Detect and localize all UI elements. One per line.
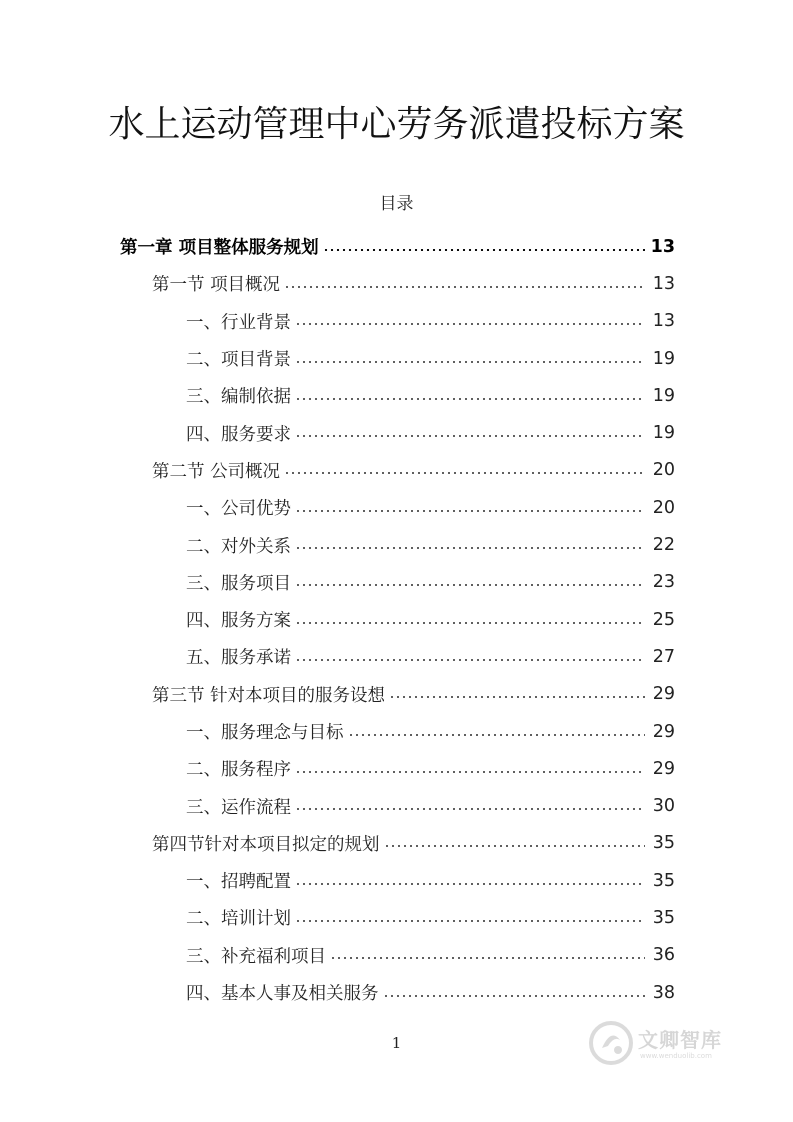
toc-entry[interactable] [0, 228, 793, 265]
toc-entry-page: 36 [652, 945, 675, 966]
toc-entry[interactable] [0, 676, 793, 713]
toc-entry-label: 三、编制依据 [186, 387, 291, 408]
toc-entry[interactable] [0, 414, 793, 451]
toc-entry-label: 二、项目背景 [186, 350, 291, 371]
toc-entry-page: 35 [652, 833, 675, 854]
toc-entry-page: 35 [652, 907, 675, 928]
toc-dot-leader [295, 920, 645, 922]
toc-entry-page: 13 [652, 311, 675, 332]
toc-dot-leader [295, 808, 645, 810]
toc-entry[interactable] [0, 750, 793, 787]
toc-entry[interactable] [0, 862, 793, 899]
toc-entry-label: 四、基本人事及相关服务 [186, 984, 379, 1005]
toc-dot-leader [389, 696, 645, 698]
toc-entry[interactable] [0, 564, 793, 601]
toc-dot-leader [295, 547, 645, 549]
toc-dot-leader [384, 845, 646, 847]
watermark [588, 1018, 768, 1074]
toc-entry[interactable] [0, 825, 793, 862]
toc-entry-label: 四、服务要求 [186, 424, 291, 445]
toc-entry-page: 19 [652, 348, 675, 369]
page-number: 1 [391, 1034, 402, 1052]
toc-entry-label: 第四节针对本项目拟定的规划 [152, 834, 380, 855]
toc-entry-page: 29 [652, 721, 675, 742]
toc-entry-page: 29 [652, 758, 675, 779]
toc-entry-label: 一、招聘配置 [186, 872, 291, 893]
toc-entry-label: 二、对外关系 [186, 536, 291, 557]
toc-entry-page: 23 [652, 572, 675, 593]
toc-dot-leader [295, 435, 645, 437]
toc-entry-label: 一、服务理念与目标 [186, 723, 344, 743]
toc-entry-page: 30 [652, 796, 675, 817]
toc-entry-label: 三、补充福利项目 [186, 946, 326, 967]
toc-entry[interactable] [0, 526, 793, 563]
toc-entry-page: 19 [652, 385, 675, 406]
toc-entry-label: 第一节 项目概况 [152, 275, 281, 296]
toc-dot-leader [348, 734, 646, 736]
toc-dot-leader [295, 584, 645, 586]
watermark-text: 文卿智库 [638, 1028, 722, 1052]
watermark-url: www.wenduolib.com [640, 1052, 712, 1060]
toc-entry-label: 二、服务程序 [186, 760, 291, 781]
toc-entry-page: 19 [652, 423, 675, 444]
toc-entry[interactable] [0, 937, 793, 974]
toc-entry-page: 27 [652, 646, 675, 667]
table-of-contents [0, 228, 793, 1011]
toc-entry[interactable] [0, 265, 793, 302]
toc-entry-page: 35 [652, 870, 675, 891]
toc-entry[interactable] [0, 489, 793, 526]
toc-entry-page: 29 [652, 684, 675, 705]
toc-entry[interactable] [0, 340, 793, 377]
toc-dot-leader [295, 361, 645, 363]
toc-entry-page: 20 [652, 460, 675, 481]
toc-heading: 目录 [379, 194, 414, 214]
toc-entry[interactable] [0, 452, 793, 489]
toc-entry[interactable] [0, 787, 793, 824]
toc-entry[interactable] [0, 974, 793, 1011]
toc-dot-leader [295, 622, 645, 624]
toc-dot-leader [284, 286, 645, 288]
toc-dot-leader [295, 323, 645, 325]
toc-entry[interactable] [0, 638, 793, 675]
toc-dot-leader [295, 398, 645, 400]
toc-dot-leader [383, 995, 646, 997]
toc-entry[interactable] [0, 713, 793, 750]
toc-entry-label: 四、服务方案 [186, 611, 291, 632]
toc-entry-label: 三、运作流程 [186, 797, 291, 818]
toc-entry[interactable] [0, 377, 793, 414]
toc-entry[interactable] [0, 899, 793, 936]
toc-dot-leader [323, 249, 645, 251]
toc-dot-leader [295, 510, 645, 512]
toc-entry-page: 38 [652, 982, 675, 1003]
toc-entry-label: 五、服务承诺 [186, 648, 291, 669]
toc-entry-label: 第一章 项目整体服务规划 [120, 238, 319, 259]
toc-dot-leader [295, 659, 645, 661]
toc-entry[interactable] [0, 303, 793, 340]
toc-entry-page: 20 [652, 497, 675, 518]
toc-dot-leader [295, 883, 645, 885]
toc-entry-label: 一、行业背景 [186, 312, 291, 333]
toc-entry-label: 第三节 针对本项目的服务设想 [152, 685, 386, 706]
toc-dot-leader [295, 771, 645, 773]
toc-entry[interactable] [0, 601, 793, 638]
toc-entry-label: 三、服务项目 [186, 573, 291, 594]
toc-entry-label: 二、培训计划 [186, 909, 291, 930]
watermark-logo-icon [588, 1020, 634, 1066]
toc-entry-label: 第二节 公司概况 [152, 461, 281, 482]
toc-entry-page: 13 [650, 236, 675, 257]
toc-entry-label: 一、公司优势 [186, 499, 291, 520]
toc-entry-page: 22 [652, 535, 675, 556]
toc-dot-leader [284, 472, 645, 474]
toc-entry-page: 13 [652, 273, 675, 294]
toc-dot-leader [330, 957, 645, 959]
document-title: 水上运动管理中心劳务派遣投标方案 [108, 104, 685, 145]
toc-entry-page: 25 [652, 609, 675, 630]
